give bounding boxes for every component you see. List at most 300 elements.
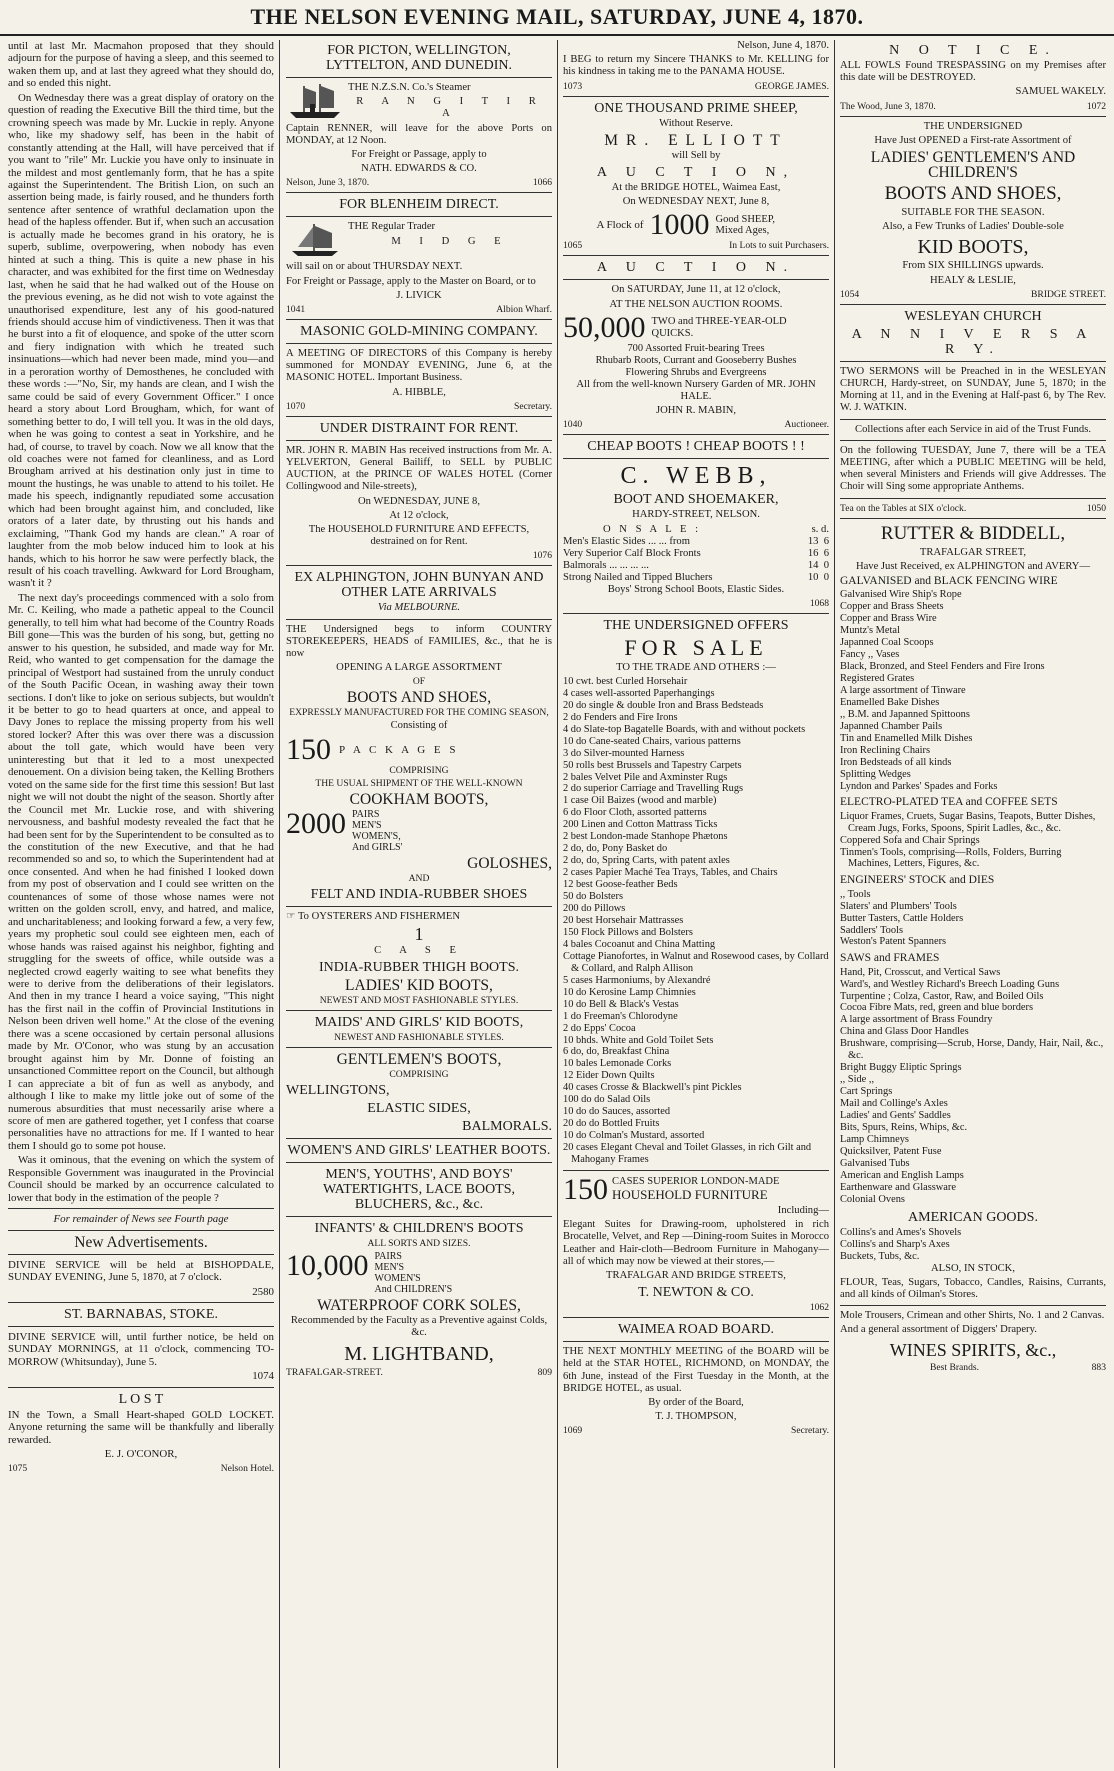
newest-2: NEWEST AND FASHIONABLE STYLES.: [334, 1032, 504, 1044]
bootmaker: BOOT AND SHOEMAKER,: [613, 492, 779, 508]
electro-heading: ELECTRO-PLATED TEA and COFFEE SETS: [840, 796, 1058, 809]
furniture-row: [563, 1172, 829, 1206]
ad-number: 1040: [563, 419, 583, 431]
notice-text: ALL FOWLS Found TRESPASSING on my Premises after this date will be DESTROYED.: [840, 60, 1106, 84]
ad-number: 1054: [840, 288, 860, 300]
balmorals: BALMORALS.: [462, 1119, 552, 1135]
kid-boots: KID BOOTS,: [917, 236, 1029, 259]
divider: [563, 434, 829, 435]
ad-footer: [563, 419, 829, 430]
list-item: Quicksilver, Patent Fuse: [840, 1145, 942, 1157]
divider: [563, 279, 829, 280]
list-item: 50 rolls best Brussels and Tapestry Carpets: [563, 759, 742, 771]
children-label: And CHILDREN'S: [374, 1284, 453, 1296]
column-1: [8, 40, 274, 1768]
masonic-heading: MASONIC GOLD-MINING COMPANY.: [300, 324, 538, 340]
divider: [840, 498, 1106, 499]
list-item: Iron Bedsteads of all kinds: [840, 756, 952, 768]
price-s: 16: [807, 547, 819, 559]
anniversary: A N N I V E R S A R Y.: [851, 326, 1095, 357]
usual: THE USUAL SHIPMENT OF THE WELL-KNOWN: [315, 777, 523, 789]
packages-count: 150: [286, 732, 331, 766]
article-paragraph: The next day's proceedings commenced with a solo from Mr. C. Keiling, who made a pathetic appeal to the Council generally, to tell him what had become of the Country Roads Bill gone—This was the burden of his song, but, getting no answer to his question, he subsided, and made way for Mr. Reid, who wanted to get compensation for the damage the principal of Westport had sustained from the unruly conduct of the South Pacific Ocean, in washing away their town sections. I don't like to joke on serious subjects, but wouldn't it be better to go to head quarters at once, and appeal to Davy Jones to replace the missing property from his well stored locker? After this was over there was a discussion about the toll gate, which would have been very uninteresting but that it led to a most unexpected denouement. On a division being taken, the Kelling Brothers voted on the same side for the first time this session! But last night we will not doubt the night of the season. Shortly after the Council met Mr. Luckie rose, and with shivering nervousness, and bashful modesty revealed the fact that he had been sent for by the Superintendent to be consulted as to the constitution of the new Executive, and that he had recommended so and so, to which the Superintendent had at once consented. And when he had finished I looked down from my post of observation and I could see written on the countenances of some of those whose names were not written on the golden scroll, envy, and hatred, and malice, and uncharitableness; and looking forward a few, a very few, years my prophetic soul could see eighteen men, each of whose hands was raised against his neighbor, fighting and struggling for the sweets of office, while outside was a neglected crowd eagerly waiting to see what benefits they were to derive from the deliberations of their legislators. And then in my trance I heard a voice saying, "This night has the first nail in the coffin of Provincial Institutions in Nelson been driven well home." At the close of the evening there was a scene occasioned by certain personal allusions made by Mr. O'Conor, who was stung by an accusation brought against him by Mr. Donne of foisting an unsanctioned Committee report on the Council, but although I can appreciate a bit of fun as well as anybody, and although I like to make my little joke out of some of the numerous absurdities that must necessarily arise where a score of men are gathered together, yet I confess that coarse personalities have no attractions for me. If I wanted to hear them I should go to some pot house.: [8, 591, 274, 1152]
divider: [286, 343, 552, 344]
trafalgar: TRAFALGAR STREET,: [919, 546, 1027, 558]
list-item: 4 do Slate-top Bagatelle Boards, with and without pockets: [563, 723, 806, 735]
ad-number: 1070: [286, 400, 306, 412]
price-item: Men's Elastic Sides ... ... from: [563, 535, 690, 547]
column-4: [840, 40, 1106, 1768]
ad-footer: [563, 81, 829, 92]
pairs-kinds-2: [375, 1251, 453, 1295]
alphington-text: THE Undersigned begs to inform COUNTRY STOREKEEPERS, HEADS of FAMILIES, &c., that he is now: [286, 623, 552, 660]
list-item: 10 bales Lemonade Corks: [563, 1058, 672, 1070]
freight-line: For Freight or Passage, apply to: [351, 149, 487, 161]
auction2-heading: A U C T I O N.: [596, 260, 796, 276]
pairs-label: PAIRS: [352, 808, 380, 820]
list-item: 150 Flock Pillows and Bolsters: [563, 926, 693, 938]
gents-heading: GENTLEMEN'S BOOTS,: [336, 1051, 502, 1069]
quicks-count: 50,000: [563, 310, 646, 344]
ad-role: Secretary.: [791, 1425, 829, 1437]
price-s: 10: [807, 571, 819, 583]
flock-count: 1000: [649, 208, 710, 242]
ad-number: 1041: [286, 304, 306, 316]
divider: [286, 416, 552, 417]
list-item: 2 do superior Carriage and Travelling Rugs: [563, 783, 744, 795]
diggers: And a general assortment of Diggers' Drapery.: [840, 1324, 1037, 1336]
ad-place: TRAFALGAR-STREET.: [286, 1366, 383, 1378]
recommended: Recommended by the Faculty as a Preventive against Colds, &c.: [290, 1315, 548, 1339]
mens-youths-heading: MEN'S, YOUTHS', AND BOYS' WATERTIGHTS, LACE BOOTS, BLUCHERS, &c., &c.: [322, 1167, 516, 1213]
agent: J. LIVICK: [396, 289, 442, 301]
price-row: [563, 536, 829, 548]
on-sale-row: [563, 524, 829, 536]
list-item: 2 cases Papier Maché Tea Trays, Tables, and Chairs: [563, 867, 778, 879]
divider: [286, 1047, 552, 1048]
mens-label: MEN'S: [374, 1262, 405, 1274]
ad-date: Nelson, June 3, 1870.: [286, 177, 370, 189]
engineers-heading: ENGINEERS' STOCK and DIES: [840, 874, 995, 887]
list-item: Butter Tasters, Cattle Holders: [840, 912, 964, 924]
blenheim-text: will sail on or about THURSDAY NEXT.: [286, 261, 463, 273]
waimea-signer: T. J. THOMPSON,: [655, 1411, 737, 1423]
list-item: Turpentine ; Colza, Castor, Raw, and Boiled Oils: [840, 990, 1044, 1002]
womens-label: WOMEN'S: [374, 1273, 421, 1285]
boots-shoes-heading: BOOTS AND SHOES,: [884, 183, 1062, 205]
divider: [840, 116, 1106, 117]
divider: [286, 77, 552, 78]
ad-number: 883: [1091, 1361, 1106, 1373]
list-item: 200 do Pillows: [563, 903, 626, 915]
list-item: A large assortment of Tinware: [840, 684, 966, 696]
girls-label: And GIRLS': [352, 841, 403, 853]
list-item: Muntz's Metal: [840, 625, 900, 637]
infants-heading: INFANTS' & CHILDREN'S BOOTS: [314, 1221, 524, 1237]
list-item: Galvanised Tubs: [840, 1157, 910, 1169]
alphington-heading: EX ALPHINGTON, JOHN BUNYAN AND OTHER LATE ARRIVALS: [294, 570, 544, 601]
divider: [8, 1230, 274, 1231]
list-item: ,, Tools: [840, 888, 871, 900]
list-item: 5 cases Harmoniums, by Alexandré: [563, 974, 711, 986]
article-paragraph: until at last Mr. Macmahon proposed that they should adjourn for the purpose of having a sleep, and this seemed to waken them up, and at last they agreed what they should do, and so ended this night.: [8, 40, 274, 90]
sd-label: s. d.: [811, 523, 829, 535]
for-sale: FOR SALE: [624, 634, 768, 660]
also-trunks: Also, a Few Trunks of Ladies' Double-sole: [882, 221, 1064, 233]
column-3: [563, 40, 829, 1768]
list-item: Slaters' and Plumbers' Tools: [840, 900, 957, 912]
saws-list: [840, 967, 1106, 1206]
quicks-row: [563, 310, 829, 344]
pairs-row-2: [286, 1251, 552, 1295]
list-item: Cart Springs: [840, 1086, 893, 1098]
divider: [563, 255, 829, 256]
waimea-heading: WAIMEA ROAD BOARD.: [618, 1322, 774, 1338]
furniture-count: 150: [563, 1172, 608, 1206]
offers-heading: THE UNDERSIGNED OFFERS: [603, 617, 789, 633]
list-item: 50 do Bolsters: [563, 891, 624, 903]
wines: WINES SPIRITS, &c.,: [889, 1339, 1057, 1360]
flock-kind: Good SHEEP, Mixed Ages,: [715, 214, 776, 237]
list-item: 40 cases Crosse & Blackwell's pint Pickles: [563, 1082, 742, 1094]
ad-footer: [840, 289, 1106, 300]
thigh-boots: INDIA-RUBBER THIGH BOOTS.: [318, 960, 520, 976]
price-d: 0: [823, 559, 829, 571]
divider: [840, 419, 1106, 420]
remainder-note: For remainder of News see Fourth page: [53, 1213, 229, 1226]
notice-signer: SAMUEL WAKELY.: [1015, 86, 1106, 98]
list-item: 3 do Silver-mounted Harness: [563, 747, 685, 759]
list-item: 10 do Cane-seated Chairs, various patterns: [563, 735, 741, 747]
kid-boots: LADIES' KID BOOTS,: [345, 977, 493, 995]
alphington-via: Via MELBOURNE.: [377, 602, 461, 614]
ad-footer: [8, 1463, 274, 1474]
have-opened: Have Just OPENED a First-rate Assortment of: [874, 134, 1072, 146]
list-item: Galvanised Wire Ship's Rope: [840, 589, 962, 601]
auction2-date: On SATURDAY, June 11, at 12 o'clock,: [611, 284, 781, 296]
ad-number: 1072: [1086, 100, 1106, 112]
auction2-from: All from the well-known Nursery Garden of MR. JOHN HALE.: [576, 378, 816, 402]
lost-text: IN the Town, a Small Heart-shaped GOLD LOCKET. Anyone returning the same will be thankfully and liberally rewarded.: [8, 1408, 274, 1446]
divider: [286, 619, 552, 620]
divider: [8, 1208, 274, 1209]
notice-heading: N O T I C E.: [889, 43, 1057, 58]
price-item: Very Superior Calf Block Fronts: [563, 547, 701, 559]
and-label: AND: [408, 872, 430, 884]
wesleyan-text: TWO SERMONS will be Preached in in the WESLEYAN CHURCH, Hardy-street, on SUNDAY, June 5, 1870; in the Morning at 11, and in the Evening at Half-past 6, by The Rev. W. J. WATKIN.: [840, 365, 1106, 414]
divider: [840, 361, 1106, 362]
list-item: Lyndon and Parkes' Spades and Forks: [840, 780, 998, 792]
ad-role: Secretary.: [514, 400, 552, 412]
distraint-text: MR. JOHN R. MABIN Has received instructions from Mr. A. YELVERTON, General Bailiff, to SELL by PUBLIC AUCTION, at the PRINCE OF WALES HOTEL (Corner Collingwood and Nile-streets),: [286, 444, 552, 493]
ad-divine-service: DIVINE SERVICE will be held at BISHOPDALE, SUNDAY EVENING, June 5, 1870, at 7 o'clock.: [8, 1258, 274, 1284]
list-item: 10 cwt. best Curled Horsehair: [563, 675, 688, 687]
ad-number: 1065: [563, 240, 583, 252]
divider: [840, 440, 1106, 441]
flock-row: [563, 210, 829, 240]
list-item: 2 best London-made Stanhope Phætons: [563, 831, 728, 843]
tuesday: On the following TUESDAY, June 7, there will be a TEA MEETING, after which a PUBLIC MEETING will be held, when several Ministers and Friends will give Addresses. The Choir will Sing some appropriate Anthems.: [840, 444, 1106, 493]
list-item: Ladies' and Gents' Saddles: [840, 1110, 951, 1122]
ship-icon: [286, 82, 344, 122]
blenheim-heading: FOR BLENHEIM DIRECT.: [339, 197, 499, 213]
furniture-text: Elegant Suites for Drawing-room, upholstered in rich Brocatelle, Velvet, and Rep —Dining-room Suites in Morocco Leather and Hair-cloth—Bedroom Furniture in Mahogany—all of which may now be viewed at their stores,—: [563, 1219, 829, 1267]
ad-signer: GEORGE JAMES.: [754, 80, 829, 92]
divider: [563, 1170, 829, 1171]
list-item: Japanned Chamber Pails: [840, 720, 943, 732]
ad-role: Auctioneer.: [784, 419, 829, 431]
list-item: 700 Assorted Fruit-bearing Trees: [627, 342, 765, 354]
quicks-label: TWO and THREE-YEAR-OLD QUICKS.: [651, 316, 787, 339]
list-item: Rhubarb Roots, Currant and Gooseberry Bushes: [595, 354, 797, 366]
divider: [286, 906, 552, 907]
divider: [286, 319, 552, 320]
column-rule: [279, 40, 280, 1768]
ad-number: 1076: [532, 550, 552, 562]
ad-note: In Lots to suit Purchasers.: [729, 240, 829, 252]
list-item: Saddlers' Tools: [840, 924, 904, 936]
lost-heading: L O S T: [118, 1391, 164, 1407]
furniture-superior: CASES SUPERIOR LONDON-MADE: [612, 1176, 780, 1188]
list-item: 10 do do Sauces, assorted: [563, 1106, 671, 1118]
auction2-items: [563, 343, 829, 379]
flour: FLOUR, Teas, Sugars, Tobacco, Candles, Raisins, Currants, and all kinds of Oilman's Stores.: [840, 1276, 1106, 1300]
list-item: Tin and Enamelled Milk Dishes: [840, 732, 973, 744]
price-s: 14: [807, 559, 819, 571]
also-stock: ALSO, IN STOCK,: [931, 1262, 1015, 1274]
packages-row: [286, 732, 552, 766]
ad-number: 1068: [809, 597, 829, 609]
list-item: 2 do, do, Spring Carts, with patent axles: [563, 855, 730, 867]
received: Have Just Received, ex ALPHINGTON and AVERY—: [855, 560, 1091, 572]
leather-heading: WOMEN'S AND GIRLS' LEATHER BOOTS.: [287, 1143, 551, 1159]
pairs-count: 2000: [286, 806, 346, 840]
ad-footer: [840, 503, 1106, 514]
comprising-2: COMPRISING: [389, 1069, 449, 1081]
list-item: China and Glass Door Handles: [840, 1026, 969, 1038]
list-item: Copper and Brass Wire: [840, 613, 937, 625]
consisting: Consisting of: [390, 720, 448, 732]
price-row: [563, 548, 829, 560]
divider: [8, 1302, 274, 1303]
ad-place: Nelson Hotel.: [220, 1462, 274, 1474]
ad-number: 1074: [252, 1370, 274, 1383]
ad-number: 1069: [563, 1425, 583, 1437]
ad-number: 1066: [532, 177, 552, 189]
distraint-date: On WEDNESDAY, JUNE 8,: [358, 495, 480, 507]
column-2: [286, 40, 552, 1768]
price-d: 6: [823, 535, 829, 547]
ad-number: 1075: [8, 1462, 28, 1474]
maids-heading: MAIDS' AND GIRLS' KID BOOTS,: [314, 1015, 524, 1031]
comprising: COMPRISING: [389, 764, 449, 776]
lost-signer: E. J. O'CONOR,: [104, 1448, 178, 1461]
auction2-signer: JOHN R. MABIN,: [655, 405, 737, 417]
list-item: Fancy ,, Vases: [840, 649, 900, 661]
picton-line: THE N.Z.S.N. Co.'s Steamer: [348, 82, 471, 93]
blenheim-line: THE Regular Trader: [348, 221, 436, 233]
ladies-heading: LADIES' GENTLEMEN'S AND CHILDREN'S: [870, 149, 1076, 182]
divider: [8, 1326, 274, 1327]
divider: [286, 192, 552, 193]
lightband: M. LIGHTBAND,: [344, 1342, 494, 1365]
article-paragraph: Was it ominous, that the evening on which the system of Responsible Government was inaugurated in the Provincial Council should be marked by an occurrence calculated to lower that body in the estimation of the people ?: [8, 1154, 274, 1204]
ad-place: BRIDGE STREET.: [1031, 288, 1106, 300]
price-s: 13: [807, 535, 819, 547]
ad-footer: [563, 1425, 829, 1436]
on-sale-label: O N S A L E :: [603, 523, 702, 535]
engineers-list: [840, 889, 1106, 949]
newest: NEWEST AND MOST FASHIONABLE STYLES.: [319, 995, 519, 1007]
distraint-time: At 12 o'clock,: [389, 509, 449, 521]
american-list: [840, 1227, 1106, 1263]
list-item: 20 do do Bottled Fruits: [563, 1118, 660, 1130]
electro-list: [840, 811, 1106, 871]
ad-number: 2580: [252, 1285, 274, 1298]
list-item: Weston's Patent Spanners: [840, 936, 947, 948]
flock-label: A Flock of: [596, 219, 644, 232]
divider: [563, 613, 829, 614]
hardy: HARDY-STREET, NELSON.: [632, 509, 760, 521]
newton: T. NEWTON & CO.: [638, 1285, 754, 1301]
list-item: A large assortment of Brass Foundry: [840, 1014, 993, 1026]
furniture-labels: [612, 1176, 779, 1203]
column-rule: [834, 40, 835, 1768]
list-item: 4 bales Cocoanut and China Matting: [563, 938, 716, 950]
saws-heading: SAWS and FRAMES: [840, 952, 940, 965]
list-item: 20 do single & double Iron and Brass Bedsteads: [563, 699, 764, 711]
wellingtons: WELLINGTONS,: [286, 1083, 390, 1099]
price-row: [563, 572, 829, 584]
ad-footer: [563, 240, 829, 251]
ad-footer: [286, 177, 552, 188]
price-row: [563, 560, 829, 572]
pairs-label: PAIRS: [374, 1251, 402, 1263]
ad-number: 809: [537, 1366, 552, 1378]
barnabas-heading: ST. BARNABAS, STOKE.: [64, 1306, 218, 1322]
furniture-household: HOUSEHOLD FURNITURE: [612, 1187, 768, 1203]
waimea-order: By order of the Board,: [648, 1397, 744, 1409]
price-d: 0: [823, 571, 829, 583]
to-trade: TO THE TRADE AND OTHERS :—: [616, 661, 776, 673]
list-item: 1 case Oil Baizes (wood and marble): [563, 795, 717, 807]
list-item: Japanned Coal Scoops: [840, 637, 934, 649]
masthead: THE NELSON EVENING MAIL, SATURDAY, JUNE 4, 1870.: [0, 0, 1114, 36]
list-item: 10 do Colman's Mustard, assorted: [563, 1130, 705, 1142]
healy: HEALY & LESLIE,: [930, 274, 1016, 286]
list-item: Splitting Wedges: [840, 768, 911, 780]
list-item: Colonial Ovens: [840, 1193, 905, 1205]
ship-name: R A N G I T I R A: [356, 96, 544, 120]
freight-line: For Freight or Passage, apply to the Master on Board, or to: [286, 275, 536, 287]
list-item: Black, Bronzed, and Steel Fenders and Fire Irons: [840, 660, 1045, 672]
list-item: 12 Eider Down Quilts: [563, 1070, 655, 1082]
list-item: Tinmen's Tools, comprising—Rolls, Folders, Burring Machines, Letters, Figures, &c.: [840, 846, 1062, 870]
ad-footer: [286, 401, 552, 412]
ad-place: The Wood, June 3, 1870.: [840, 100, 936, 112]
kelling-date: Nelson, June 4, 1870.: [737, 40, 829, 51]
list-item: 200 Linen and Cotton Mattrass Ticks: [563, 819, 718, 831]
from-price: From SIX SHILLINGS upwards.: [902, 260, 1044, 272]
list-item: ,, Side ,,: [840, 1074, 875, 1086]
divider: [286, 1010, 552, 1011]
picton-heading: FOR PICTON, WELLINGTON, LYTTELTON, AND DUNEDIN.: [325, 43, 513, 73]
felt-heading: FELT AND INDIA-RUBBER SHOES: [310, 886, 528, 902]
divider: [8, 1254, 274, 1255]
list-item: Lamp Chimneys: [840, 1133, 909, 1145]
list-item: Ward's, and Westley Richard's Breech Loading Guns: [840, 978, 1060, 990]
list-item: Bright Buggy Eliptic Springs: [840, 1062, 962, 1074]
distraint-heading: UNDER DISTRAINT FOR RENT.: [319, 420, 519, 436]
mole: Mole Trousers, Crimean and other Shirts, No. 1 and 2 Canvas.: [840, 1310, 1105, 1322]
cookham-heading: COOKHAM BOOTS,: [349, 790, 489, 808]
ad-number: 1073: [563, 80, 583, 92]
list-item: 10 do Bell & Black's Vestas: [563, 998, 679, 1010]
list-item: 6 do, do, Breakfast China: [563, 1046, 670, 1058]
auction2-at: AT THE NELSON AUCTION ROOMS.: [609, 298, 783, 310]
list-item: 6 do Floor Cloth, assorted patterns: [563, 807, 707, 819]
opening: OPENING A LARGE ASSORTMENT: [336, 662, 502, 674]
auction-label: A U C T I O N,: [596, 165, 796, 181]
divider: [286, 1138, 552, 1139]
list-item: Collins's and Sharp's Axes: [840, 1238, 950, 1250]
ad-footer: [840, 1362, 1106, 1373]
list-item: Copper and Brass Sheets: [840, 601, 944, 613]
divider: [563, 1341, 829, 1342]
kelling-text: I BEG to return my Sincere THANKS to Mr. KELLING for his kindness in taking me to the PANAMA HOUSE.: [563, 54, 829, 78]
divider: [286, 216, 552, 217]
sheep-at: At the BRIDGE HOTEL, Waimea East,: [611, 182, 781, 194]
list-item: 20 best Horsehair Mattrasses: [563, 914, 684, 926]
divider: [286, 1216, 552, 1217]
list-item: 2 bales Velvet Pile and Axminster Rugs: [563, 771, 728, 783]
webb: C. WEBB,: [620, 463, 772, 490]
all-sorts: ALL SORTS AND SIZES.: [367, 1238, 471, 1250]
offers-list: [563, 676, 829, 1166]
list-item: Mail and Collinge's Axles: [840, 1098, 948, 1110]
american-heading: AMERICAN GOODS.: [908, 1209, 1038, 1225]
list-item: Collins's and Ames's Shovels: [840, 1226, 962, 1238]
list-item: Buckets, Tubs, &c.: [840, 1250, 920, 1262]
divider: [840, 518, 1106, 519]
list-item: Coppered Sofa and Chair Springs: [840, 834, 980, 846]
rutter: RUTTER & BIDDELL,: [880, 522, 1066, 544]
sheep-sub: Without Reserve.: [659, 117, 733, 129]
waimea-text: THE NEXT MONTHLY MEETING of the BOARD will be held at the STAR HOTEL, RICHMOND, on MONDAY, the 6th June, instead of the First Tuesday in the Month, at the BRIDGE HOTEL, as usual.: [563, 1346, 829, 1394]
pairs-row: [286, 806, 552, 853]
sheep-date: On WEDNESDAY NEXT, June 8,: [622, 196, 770, 208]
tea-line: Tea on the Tables at SIX o'clock.: [840, 502, 967, 514]
list-item: 4 cases well-assorted Paperhangings: [563, 687, 715, 699]
ad-note: Best Brands.: [930, 1361, 980, 1373]
elastic: ELASTIC SIDES,: [367, 1101, 471, 1117]
list-item: Cottage Pianofortes, in Walnut and Rosewood cases, by Collard & Collard, and Ralph Allison: [563, 950, 829, 974]
cheap-heading: CHEAP BOOTS ! CHEAP BOOTS ! !: [587, 439, 805, 455]
list-item: Registered Grates: [840, 672, 915, 684]
boys-line: Boys' Strong School Boots, Elastic Sides.: [607, 583, 785, 595]
collections: Collections after each Service in aid of the Trust Funds.: [855, 423, 1091, 435]
ad-footer: [286, 1367, 552, 1378]
ad-footer: [840, 101, 1106, 112]
mens-label: MEN'S: [352, 819, 382, 831]
column-rule: [557, 40, 558, 1768]
pairs-count-2: 10,000: [286, 1249, 369, 1283]
list-item: Hand, Pit, Crosscut, and Vertical Saws: [840, 966, 1001, 978]
packages-label: P A C K A G E S: [339, 743, 459, 756]
divider: [563, 96, 829, 97]
of-label: OF: [412, 676, 426, 688]
undersigned: THE UNDERSIGNED: [923, 120, 1023, 132]
